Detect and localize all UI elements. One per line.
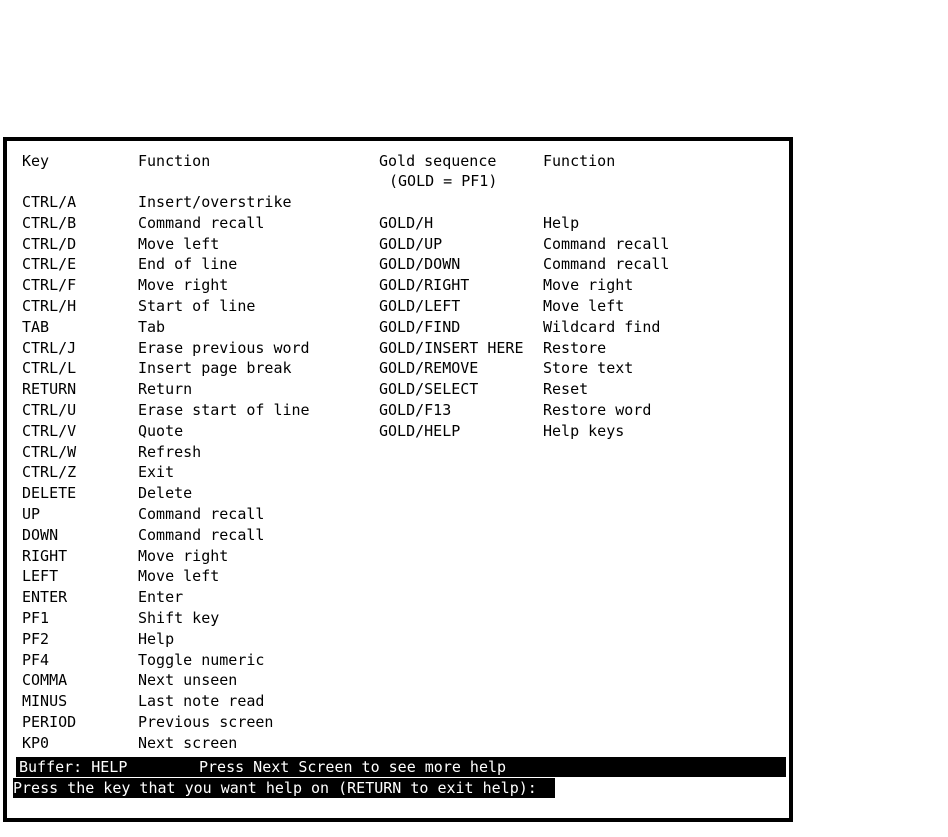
key-function: Move left — [138, 567, 220, 586]
header-function: Function — [138, 152, 211, 170]
gold-key-name: GOLD/LEFT — [379, 297, 461, 315]
gold-key-name: GOLD/REMOVE — [379, 359, 479, 378]
key-name: COMMA — [22, 671, 68, 690]
header-gold-function: Function — [543, 152, 616, 170]
key-function: Command recall — [138, 213, 265, 232]
key-function: Command recall — [138, 525, 265, 544]
key-name: PERIOD — [22, 713, 77, 731]
key-function: Command recall — [138, 505, 265, 523]
key-function: Erase start of line — [138, 401, 310, 419]
key-function: Exit — [138, 463, 175, 482]
key-name: PF4 — [22, 650, 50, 669]
header-gold-sequence: Gold sequence — [379, 152, 497, 170]
gold-key-name: GOLD/DOWN — [379, 255, 461, 274]
key-name: CTRL/B — [22, 213, 77, 232]
key-name: DELETE — [22, 484, 77, 503]
key-name: MINUS — [22, 692, 68, 711]
gold-key-name: GOLD/UP — [379, 234, 443, 253]
gold-key-function: Restore — [543, 338, 607, 357]
gold-key-name: GOLD/SELECT — [379, 380, 479, 399]
key-function: Shift key — [138, 609, 220, 627]
key-function: Refresh — [138, 442, 202, 461]
key-name: LEFT — [22, 567, 59, 586]
key-function: Enter — [138, 588, 184, 607]
key-function: Next unseen — [138, 671, 238, 690]
gold-key-name: GOLD/FIND — [379, 317, 461, 336]
status-bar — [16, 757, 786, 777]
key-name: PF1 — [22, 609, 50, 627]
terminal-window — [3, 137, 793, 822]
key-function: Last note read — [138, 692, 265, 711]
key-name: PF2 — [22, 629, 50, 648]
key-name: TAB — [22, 317, 50, 336]
key-name: UP — [22, 505, 41, 523]
key-name: CTRL/Z — [22, 463, 77, 482]
key-function: Delete — [138, 484, 193, 503]
key-function: Move right — [138, 546, 229, 565]
gold-key-name: GOLD/H — [379, 213, 434, 232]
key-name: RIGHT — [22, 546, 68, 565]
key-function: Erase previous word — [138, 338, 310, 357]
key-name: KP0 — [22, 733, 50, 752]
key-name: CTRL/A — [22, 193, 77, 211]
key-function: Start of line — [138, 297, 256, 315]
key-function: Move left — [138, 234, 220, 253]
key-function: Previous screen — [138, 713, 274, 731]
gold-key-function: Restore word — [543, 401, 652, 419]
buffer-name: Buffer: HELP — [19, 758, 128, 776]
key-function: Insert/overstrike — [138, 193, 292, 211]
key-function: Insert page break — [138, 359, 292, 378]
key-function: Help — [138, 629, 175, 648]
key-name: CTRL/V — [22, 421, 77, 440]
key-name: CTRL/W — [22, 442, 77, 461]
gold-key-name: GOLD/RIGHT — [379, 276, 470, 295]
gold-key-function: Reset — [543, 380, 589, 399]
key-name: CTRL/J — [22, 338, 77, 357]
gold-key-function: Wildcard find — [543, 317, 661, 336]
key-name: CTRL/F — [22, 276, 77, 295]
gold-key-function: Move left — [543, 297, 625, 315]
key-name: ENTER — [22, 588, 68, 607]
gold-key-name: GOLD/HELP — [379, 421, 461, 440]
header-gold-note: (GOLD = PF1) — [389, 172, 498, 190]
key-function: Next screen — [138, 733, 238, 752]
key-function: Tab — [138, 317, 166, 336]
key-function: Toggle numeric — [138, 650, 265, 669]
gold-key-function: Store text — [543, 359, 634, 378]
key-function: Move right — [138, 276, 229, 295]
key-name: RETURN — [22, 380, 77, 399]
gold-key-name: GOLD/F13 — [379, 401, 452, 419]
gold-key-function: Command recall — [543, 255, 670, 274]
key-name: CTRL/L — [22, 359, 77, 378]
gold-key-function: Help keys — [543, 421, 625, 440]
key-function: End of line — [138, 255, 238, 274]
status-hint: Press Next Screen to see more help — [199, 758, 507, 776]
key-name: CTRL/D — [22, 234, 77, 253]
key-name: CTRL/U — [22, 401, 77, 419]
gold-key-function: Command recall — [543, 234, 670, 253]
gold-key-function: Move right — [543, 276, 634, 295]
gold-key-name: GOLD/INSERT HERE — [379, 338, 524, 357]
key-name: CTRL/H — [22, 297, 77, 315]
gold-key-function: Help — [543, 213, 580, 232]
header-key: Key — [22, 152, 50, 170]
help-prompt[interactable]: Press the key that you want help on (RETURN to exit help): — [13, 778, 555, 798]
key-name: DOWN — [22, 525, 59, 544]
key-name: CTRL/E — [22, 255, 77, 274]
key-function: Return — [138, 380, 193, 399]
key-function: Quote — [138, 421, 184, 440]
